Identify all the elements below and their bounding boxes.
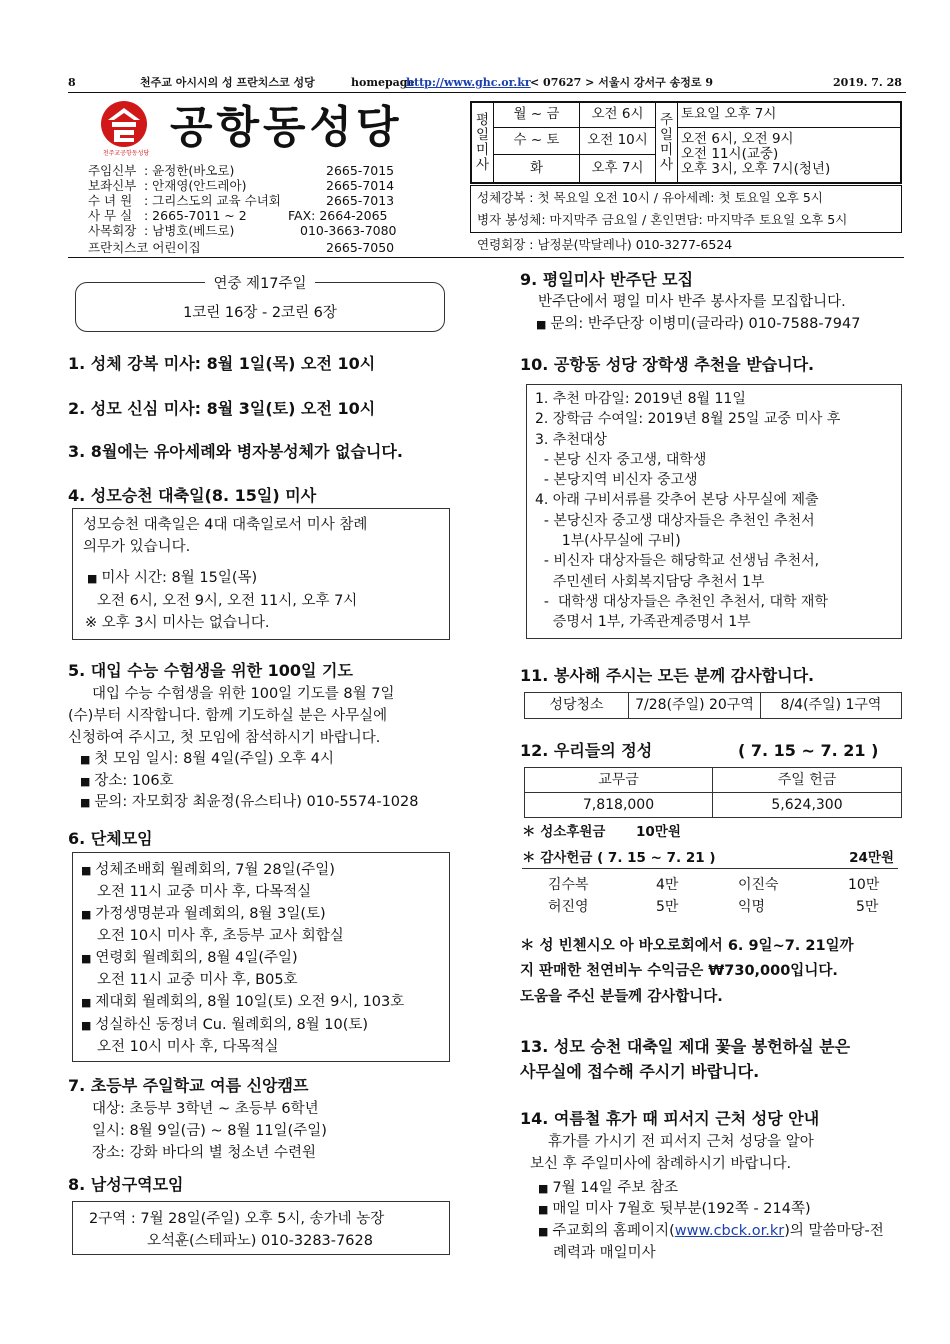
- prayer-text: 신청하여 주시고, 첫 모임에 참석하시기 바랍니다.: [68, 730, 381, 746]
- week-title: 연중 제17주일: [205, 276, 314, 292]
- sunday-mass-time: 토요일 오후 7시: [678, 103, 901, 128]
- donor-row: 허진영 5만 익명 5만: [548, 899, 879, 915]
- notice-12-title: 12. 우리들의 정성: [520, 741, 653, 760]
- meeting-item: ■ 가정생명분과 월례회의, 8월 3일(토): [81, 904, 326, 925]
- notice-9-title: 9. 평일미사 반주단 모집: [520, 270, 694, 289]
- staff-name: : 2665-7011 ~ 2: [144, 208, 247, 223]
- thanks-offering-label: ＊ 감사헌금 ( 7. 15 ~ 7. 21 ) 24만원: [522, 849, 898, 869]
- vacation-bullet: ■ 주교회의 홈페이지(www.cbck.or.kr)의 말씀마당-전: [538, 1221, 884, 1242]
- scholarship-line: 2. 장학금 수여일: 2019년 8월 25일 교중 미사 후: [535, 411, 841, 428]
- meeting-detail: 오전 11시 교중 미사 후, 다목적실: [97, 884, 312, 900]
- offering-header: 주일 헌금: [713, 768, 902, 793]
- notice-3: 3. 8월에는 유아세례와 병자봉성체가 없습니다.: [68, 442, 403, 461]
- staff-name: : 그리스도의 교육 수녀회: [144, 193, 281, 208]
- notice-4-title: 4. 성모승천 대축일(8. 15일) 미사: [68, 486, 317, 505]
- vocation-support-label: ＊ 성소후원금: [522, 824, 606, 840]
- notice-11-title: 11. 봉사해 주시는 모든 분께 감사합니다.: [520, 666, 815, 685]
- scholarship-line: 3. 추천대상: [535, 431, 607, 448]
- page-number: 8: [68, 76, 76, 89]
- staff-name: : 남병호(베드로): [144, 223, 235, 238]
- district-meeting-contact: 오석훈(스테파노) 010-3283-7628: [147, 1233, 373, 1249]
- mass-time: 오후 7시: [580, 155, 656, 183]
- offering-header: 교무금: [525, 768, 713, 793]
- notice-10-title: 10. 공항동 성당 장학생 추천을 받습니다.: [520, 355, 815, 374]
- notice-1: 1. 성체 강복 미사: 8월 1일(목) 오전 10시: [68, 354, 376, 373]
- staff-tel: 2665-7014: [326, 178, 395, 193]
- logo-subtitle: 천주교공항동성당: [102, 150, 150, 157]
- organist-recruit-text: 반주단에서 평일 미사 반주 봉사자를 모집합니다.: [538, 294, 846, 310]
- donor-list: [522, 874, 900, 918]
- funeral-society-president: 연령회장 : 남정분(막달레나) 010-3277-6524: [477, 237, 733, 252]
- scholarship-line: 증명서 1부, 가족관계증명서 1부: [535, 614, 751, 631]
- notice-7-title: 7. 초등부 주일학교 여름 신앙캠프: [68, 1076, 309, 1095]
- staff-role: 주임신부: [88, 163, 137, 178]
- mass-day: 월 ~ 금: [494, 103, 580, 128]
- assumption-note: ※ 오후 3시 미사는 없습니다.: [85, 615, 270, 631]
- sacrament-info-box: [470, 185, 902, 233]
- info-line: 병자 봉성체: 마지막주 금요일 / 혼인면담: 마지막주 토요일 오후 5시: [477, 212, 848, 227]
- kindergarten-tel: 2665-7050: [326, 240, 395, 255]
- volunteer-cell: 성당청소: [525, 693, 629, 719]
- kindergarten-name: 프란치스코 어린이집: [88, 240, 201, 255]
- offering-value: 7,818,000: [525, 793, 713, 818]
- scholarship-line: - 본당신자 중고생 대상자들은 추천인 추천서: [535, 512, 815, 529]
- meeting-item: ■ 연령회 월례회의, 8월 4일(주일): [81, 948, 298, 969]
- vocation-support-value: 10만원: [636, 824, 681, 840]
- kindergarten-row: [88, 239, 395, 257]
- offering-value: 5,624,300: [713, 793, 902, 818]
- vacation-bullet: ■ 매일 미사 7월호 뒷부분(192쪽 - 214쪽): [538, 1199, 811, 1220]
- meeting-detail: 오전 10시 미사 후, 다목적실: [97, 1039, 279, 1055]
- assumption-times: 오전 6시, 오전 9시, 오전 11시, 오후 7시: [97, 593, 358, 609]
- sunday-mass-times: 오전 6시, 오전 9시 오전 11시(교중) 오후 3시, 오후 7시(청년): [678, 127, 901, 182]
- mass-schedule-table: [470, 101, 902, 184]
- donor-row: 김수복 4만 이진숙 10만: [548, 877, 880, 893]
- address: < 07627 > 서울시 강서구 송정로 9: [530, 76, 713, 89]
- scholarship-line: 주민센터 사회복지담당 추천서 1부: [535, 573, 765, 590]
- staff-row: [88, 223, 397, 238]
- notice-5-title: 5. 대입 수능 수험생을 위한 100일 기도: [68, 661, 353, 680]
- weekday-mass-label: 평일미사: [472, 103, 494, 183]
- meeting-detail: 오전 11시 교중 미사 후, B05호: [97, 972, 298, 988]
- notice-8-title: 8. 남성구역모임: [68, 1175, 184, 1194]
- meeting-item: ■ 성체조배회 월례회의, 7월 28일(주일): [81, 860, 335, 881]
- notice-14-title: 14. 여름철 휴가 때 피서지 근처 성당 안내: [520, 1109, 820, 1128]
- camp-place: 장소: 강화 바다의 별 청소년 수련원: [92, 1145, 317, 1161]
- cbck-link[interactable]: www.cbck.or.kr: [674, 1223, 785, 1239]
- staff-list: [88, 163, 397, 238]
- vacation-bullet-cont: 례력과 매일미사: [553, 1245, 656, 1261]
- parish-name: 천주교 아시시의 성 프란치스코 성당: [140, 76, 315, 89]
- scholarship-line: - 본당 신자 중고생, 대학생: [535, 451, 707, 468]
- district-meeting-text: 2구역 : 7월 28일(주일) 오후 5시, 송가네 농장: [89, 1211, 385, 1227]
- prayer-text: (수)부터 시작합니다. 함께 기도하실 분은 사무실에: [68, 708, 388, 724]
- district-meeting-box: [72, 1201, 450, 1255]
- mass-time: 오전 10시: [580, 127, 656, 155]
- notice-6-title: 6. 단체모임: [68, 829, 153, 848]
- scholarship-box: [526, 384, 902, 639]
- prayer-bullet: ■ 첫 모임 일시: 8월 4일(주일) 오후 4시: [80, 749, 334, 770]
- meeting-detail: 오전 10시 미사 후, 초등부 교사 회합실: [97, 928, 344, 944]
- meeting-item: ■ 제대회 월례회의, 8월 10일(토) 오전 9시, 103호: [81, 992, 404, 1013]
- notice-2: 2. 성모 신심 미사: 8월 3일(토) 오전 10시: [68, 399, 376, 418]
- week-reading: 1코린 16장 - 2코린 6장: [183, 305, 337, 321]
- scholarship-line: 4. 아래 구비서류를 갖추어 본당 사무실에 제출: [535, 492, 819, 509]
- staff-row: [88, 208, 388, 223]
- staff-role: 보좌신부: [88, 178, 137, 193]
- assumption-time: ■ 미사 시간: 8월 15일(목): [87, 568, 257, 589]
- scholarship-line: - 대학생 대상자들은 추천인 추천서, 대학 재학: [535, 593, 828, 610]
- vacation-bullet: ■ 7월 14일 주보 참조: [538, 1178, 678, 1199]
- mass-day: 화: [494, 155, 580, 183]
- notice-13-line: 사무실에 접수해 주시기 바랍니다.: [520, 1062, 760, 1081]
- homepage-label: homepage: [351, 76, 415, 89]
- offering-period: ( 7. 15 ~ 7. 21 ): [738, 741, 879, 760]
- scholarship-line: 1부(사무실에 구비): [535, 533, 681, 550]
- vacation-text: 보신 후 주일미사에 참례하시기 바랍니다.: [530, 1156, 792, 1172]
- scholarship-line: - 비신자 대상자들은 해당학교 선생님 추천서,: [535, 553, 820, 570]
- staff-tel: 010-3663-7080: [300, 223, 397, 238]
- organist-contact: ■ 문의: 반주단장 이병미(글라라) 010-7588-7947: [536, 314, 860, 335]
- assumption-text: 성모승천 대축일은 4대 대축일로서 미사 참례: [83, 517, 368, 533]
- volunteer-cell: 8/4(주일) 1구역: [761, 693, 902, 719]
- scholarship-line: 1. 추천 마감일: 2019년 8월 11일: [535, 391, 746, 407]
- staff-row: [88, 163, 395, 178]
- group-meetings-box: [72, 852, 450, 1062]
- mass-time: 오전 6시: [580, 103, 656, 128]
- church-name-logo: 공항동성당: [170, 102, 403, 153]
- issue-date: 2019. 7. 28: [833, 76, 902, 89]
- offering-table: [524, 767, 902, 818]
- charity-note: ＊ 성 빈첸시오 아 바오로회에서 6. 9일~7. 21일까: [520, 938, 854, 954]
- info-line: 성체강복 : 첫 목요일 오전 10시 / 유아세례: 첫 토요일 오후 5시: [477, 190, 823, 205]
- meeting-item: ■ 성실하신 동정녀 Cu. 월례회의, 8월 10(토): [81, 1015, 368, 1036]
- vacation-text: 휴가를 가시기 전 피서지 근처 성당을 알아: [548, 1134, 814, 1150]
- scholarship-line: - 본당지역 비신자 중고생: [535, 472, 698, 489]
- charity-note: 도움을 주신 분들께 감사합니다.: [520, 989, 723, 1005]
- prayer-bullet: ■ 문의: 자모회장 최윤정(유스티나) 010-5574-1028: [80, 792, 418, 813]
- church-logo-icon: [100, 100, 148, 148]
- header-divider: [68, 257, 904, 258]
- volunteer-table: [524, 692, 902, 719]
- camp-target: 대상: 초등부 3학년 ~ 초등부 6학년: [92, 1101, 319, 1117]
- camp-date: 일시: 8월 9일(금) ~ 8월 11일(주일): [92, 1123, 327, 1139]
- staff-tel: 2665-7013: [326, 193, 395, 208]
- volunteer-cell: 7/28(주일) 20구역: [629, 693, 761, 719]
- staff-tel: 2665-7015: [326, 163, 395, 178]
- notice-13-line: 13. 성모 승천 대축일 제대 꽃을 봉헌하실 분은: [520, 1037, 851, 1056]
- staff-role: 사목회장: [88, 223, 137, 238]
- mass-day: 수 ~ 토: [494, 127, 580, 155]
- staff-role: 사 무 실: [88, 208, 133, 223]
- assumption-text: 의무가 있습니다.: [83, 539, 191, 555]
- staff-role: 수 녀 원: [88, 193, 133, 208]
- staff-name: : 안재영(안드레아): [144, 178, 247, 193]
- staff-row: [88, 193, 395, 208]
- homepage-link[interactable]: http://www.ghc.or.kr: [406, 76, 531, 89]
- week-reading-box: [75, 276, 445, 332]
- sunday-mass-label: 주일미사: [656, 103, 678, 183]
- thanks-offering-total: 24만원: [849, 850, 894, 866]
- charity-note: 지 판매한 천연비누 수익금은 ₩730,000입니다.: [520, 963, 838, 979]
- prayer-bullet: ■ 장소: 106호: [80, 771, 174, 792]
- prayer-text: 대입 수능 수험생을 위한 100일 기도를 8월 7일: [92, 686, 395, 702]
- header-line: [68, 75, 906, 93]
- staff-row: [88, 178, 395, 193]
- assumption-mass-box: [72, 508, 450, 640]
- staff-name: : 윤정한(바오로): [144, 163, 235, 178]
- staff-fax: FAX: 2664-2065: [288, 208, 388, 223]
